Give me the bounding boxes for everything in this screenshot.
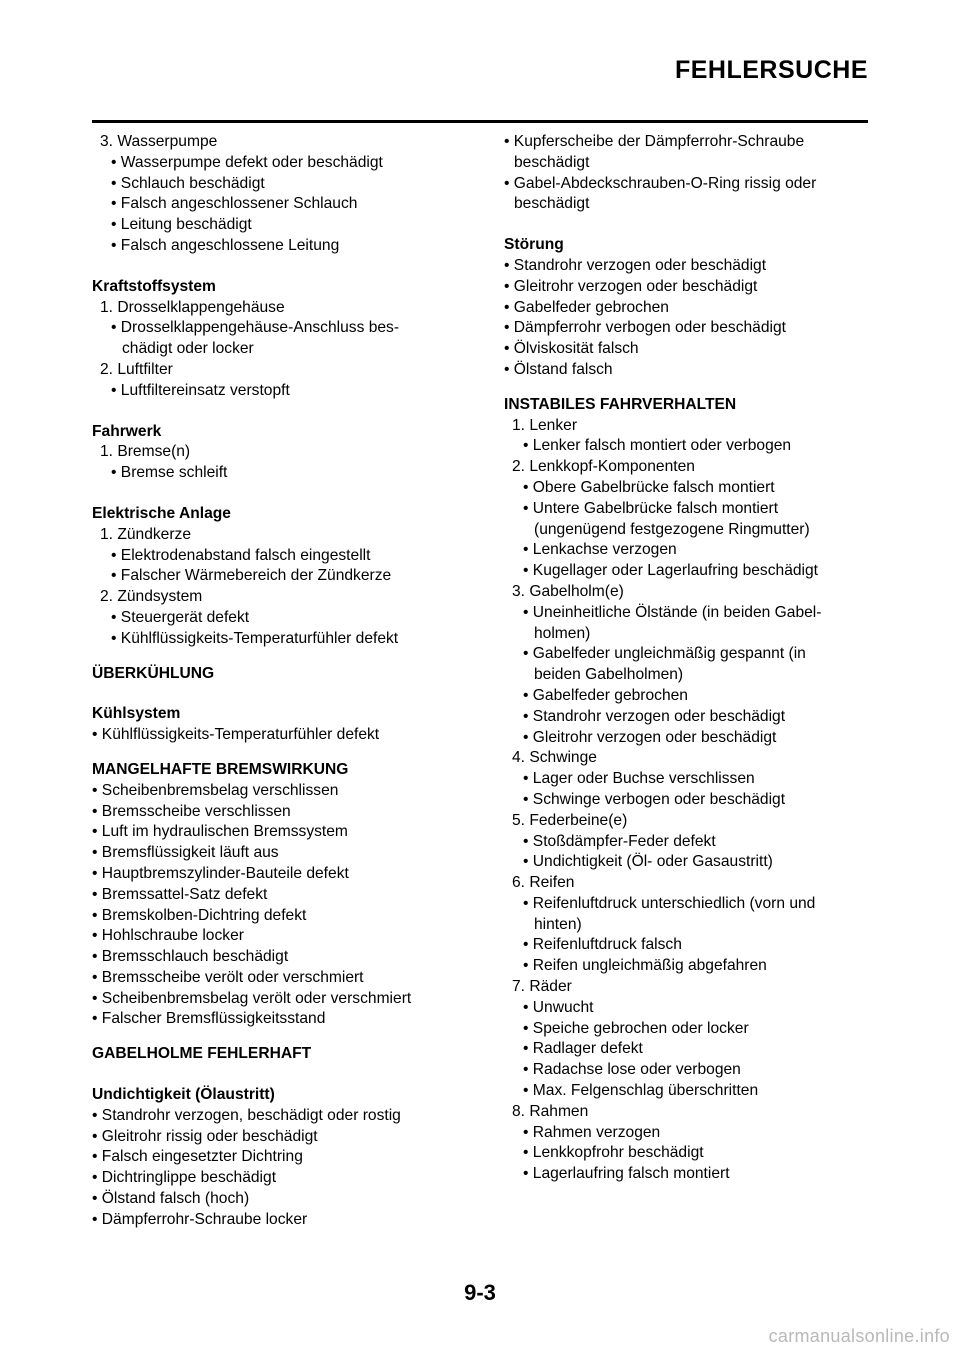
watermark: carmanualsonline.info — [768, 1326, 950, 1346]
list-item: 5. Federbeine(e) — [512, 811, 628, 829]
list-item: • Gleitrohr verzogen oder beschädigt — [504, 277, 758, 295]
page-title: FEHLERSUCHE — [674, 56, 868, 84]
list-item: • Max. Felgenschlag überschritten — [523, 1082, 759, 1100]
list-item: 1. Bremse(n) — [100, 443, 191, 461]
list-item: • Leitung beschädigt — [111, 216, 252, 234]
list-item: beschädigt — [514, 153, 590, 171]
list-item: 2. Lenkkopf-Komponenten — [512, 458, 695, 476]
section-heading: ÜBERKÜHLUNG — [92, 664, 215, 682]
list-item: • Kupferscheibe der Dämpferrohr-Schraube — [504, 133, 805, 150]
list-item: • Dichtringlippe beschädigt — [92, 1169, 277, 1187]
list-item: • Unwucht — [523, 998, 594, 1016]
list-item: • Drosselklappengehäuse-Anschluss bes- — [111, 319, 400, 337]
list-item: 2. Luftfilter — [100, 360, 173, 378]
list-item: • Kühlflüssigkeits-Temperaturfühler defekt — [111, 629, 399, 647]
list-item: • Schlauch beschädigt — [111, 174, 265, 192]
left-column — [92, 132, 484, 1231]
list-item: • Radachse lose oder verbogen — [523, 1061, 741, 1079]
list-item: • Lenkkopfrohr beschädigt — [523, 1144, 704, 1162]
list-item: • Standrohr verzogen oder beschädigt — [523, 707, 786, 725]
list-item: • Lager oder Buchse verschlissen — [523, 770, 755, 788]
list-item: • Untere Gabelbrücke falsch montiert — [523, 499, 779, 517]
list-item: • Rahmen verzogen — [523, 1123, 661, 1141]
section-heading: Elektrische Anlage — [92, 504, 231, 522]
list-item: 8. Rahmen — [512, 1102, 589, 1120]
list-item: hinten) — [534, 915, 582, 933]
list-item: • Obere Gabelbrücke falsch montiert — [523, 478, 775, 496]
list-item: • Falsch eingesetzter Dichtring — [92, 1148, 303, 1166]
list-item: • Kühlflüssigkeits-Temperaturfühler defekt — [92, 726, 380, 744]
list-item: 4. Schwinge — [512, 749, 597, 767]
list-item: beiden Gabelholmen) — [534, 666, 684, 684]
list-item: • Reifen ungleichmäßig abgefahren — [523, 957, 767, 975]
list-item: • Undichtigkeit (Öl- oder Gasaustritt) — [523, 853, 773, 871]
list-item: • Falsch angeschlossene Leitung — [111, 236, 340, 254]
list-item: • Scheibenbremsbelag verölt oder verschmiert — [92, 989, 412, 1007]
list-item: beschädigt — [514, 195, 590, 213]
list-item: • Standrohr verzogen, beschädigt oder rostig — [92, 1106, 401, 1124]
list-item: • Bremssattel-Satz defekt — [92, 885, 268, 903]
list-item: • Reifenluftdruck unterschiedlich (vorn und — [523, 894, 816, 912]
list-item: • Gleitrohr rissig oder beschädigt — [92, 1127, 318, 1145]
list-item: • Ölstand falsch (hoch) — [92, 1190, 250, 1208]
list-item: • Gabel-Abdeckschrauben-O-Ring rissig oder — [504, 174, 817, 192]
list-item: • Bremskolben-Dichtring defekt — [92, 906, 307, 924]
section-heading: GABELHOLME FEHLERHAFT — [92, 1045, 312, 1063]
list-item: • Falscher Bremsflüssigkeitsstand — [92, 1010, 326, 1028]
list-item: 3. Gabelholm(e) — [512, 582, 624, 600]
list-item: • Elektrodenabstand falsch eingestellt — [111, 546, 371, 564]
list-item: • Gleitrohr verzogen oder beschädigt — [523, 728, 777, 746]
right-column — [504, 132, 896, 1185]
list-item: 1. Lenker — [512, 416, 578, 434]
list-item: 3. Wasserpumpe — [100, 133, 218, 150]
list-item: chädigt oder locker — [122, 340, 254, 358]
list-item: • Gabelfeder gebrochen — [523, 686, 688, 704]
list-item: • Schwinge verbogen oder beschädigt — [523, 790, 786, 808]
list-item: • Reifenluftdruck falsch — [523, 936, 682, 954]
list-item: • Dämpferrohr-Schraube locker — [92, 1210, 308, 1228]
list-item: • Lenker falsch montiert oder verbogen — [523, 437, 792, 455]
list-item: • Luft im hydraulischen Bremssystem — [92, 823, 348, 841]
list-item: 6. Reifen — [512, 874, 575, 892]
section-heading: Kühlsystem — [92, 705, 181, 723]
list-item: • Lenkachse verzogen — [523, 541, 677, 559]
list-item: • Bremsflüssigkeit läuft aus — [92, 844, 279, 862]
list-item: 1. Drosselklappengehäuse — [100, 298, 285, 316]
list-item: • Dämpferrohr verbogen oder beschädigt — [504, 319, 786, 337]
list-item: • Steuergerät defekt — [111, 608, 250, 626]
section-heading: Kraftstoffsystem — [92, 277, 216, 295]
list-item: • Uneinheitliche Ölstände (in beiden Gabel- — [523, 603, 822, 621]
list-item: • Stoßdämpfer-Feder defekt — [523, 832, 716, 850]
list-item: 1. Zündkerze — [100, 525, 192, 543]
list-item: 7. Räder — [512, 978, 572, 996]
list-item: • Ölstand falsch — [504, 360, 613, 378]
list-item: • Gabelfeder gebrochen — [504, 298, 669, 316]
list-item: • Hohlschraube locker — [92, 927, 244, 945]
list-item: • Luftfiltereinsatz verstopft — [111, 381, 290, 399]
list-item: • Falscher Wärmebereich der Zündkerze — [111, 567, 392, 585]
header-rule — [92, 120, 868, 123]
section-heading: Störung — [504, 236, 564, 254]
list-item: • Scheibenbremsbelag verschlissen — [92, 781, 339, 799]
list-item: • Gabelfeder ungleichmäßig gespannt (in — [523, 645, 806, 663]
page-number: 9-3 — [464, 1280, 496, 1305]
list-item: • Bremse schleift — [111, 464, 228, 482]
list-item: • Speiche gebrochen oder locker — [523, 1019, 749, 1037]
list-item: holmen) — [534, 624, 591, 642]
section-heading: MANGELHAFTE BREMSWIRKUNG — [92, 760, 349, 778]
section-heading: INSTABILES FAHRVERHALTEN — [504, 395, 737, 413]
list-item: 2. Zündsystem — [100, 588, 203, 606]
list-item: • Kugellager oder Lagerlaufring beschädigt — [523, 562, 819, 580]
list-item: (ungenügend festgezogene Ringmutter) — [534, 520, 810, 538]
list-item: • Standrohr verzogen oder beschädigt — [504, 256, 767, 274]
list-item: • Bremsscheibe verschlissen — [92, 802, 291, 820]
list-item: • Wasserpumpe defekt oder beschädigt — [111, 153, 383, 171]
list-item: • Lagerlaufring falsch montiert — [523, 1165, 730, 1183]
list-item: • Falsch angeschlossener Schlauch — [111, 195, 358, 213]
list-item: • Hauptbremszylinder-Bauteile defekt — [92, 864, 349, 882]
list-item: • Bremsschlauch beschädigt — [92, 948, 289, 966]
list-item: • Bremsscheibe verölt oder verschmiert — [92, 968, 364, 986]
list-item: • Radlager defekt — [523, 1040, 643, 1058]
list-item: • Ölviskosität falsch — [504, 340, 639, 358]
section-heading: Undichtigkeit (Ölaustritt) — [92, 1086, 275, 1104]
section-heading: Fahrwerk — [92, 422, 162, 440]
